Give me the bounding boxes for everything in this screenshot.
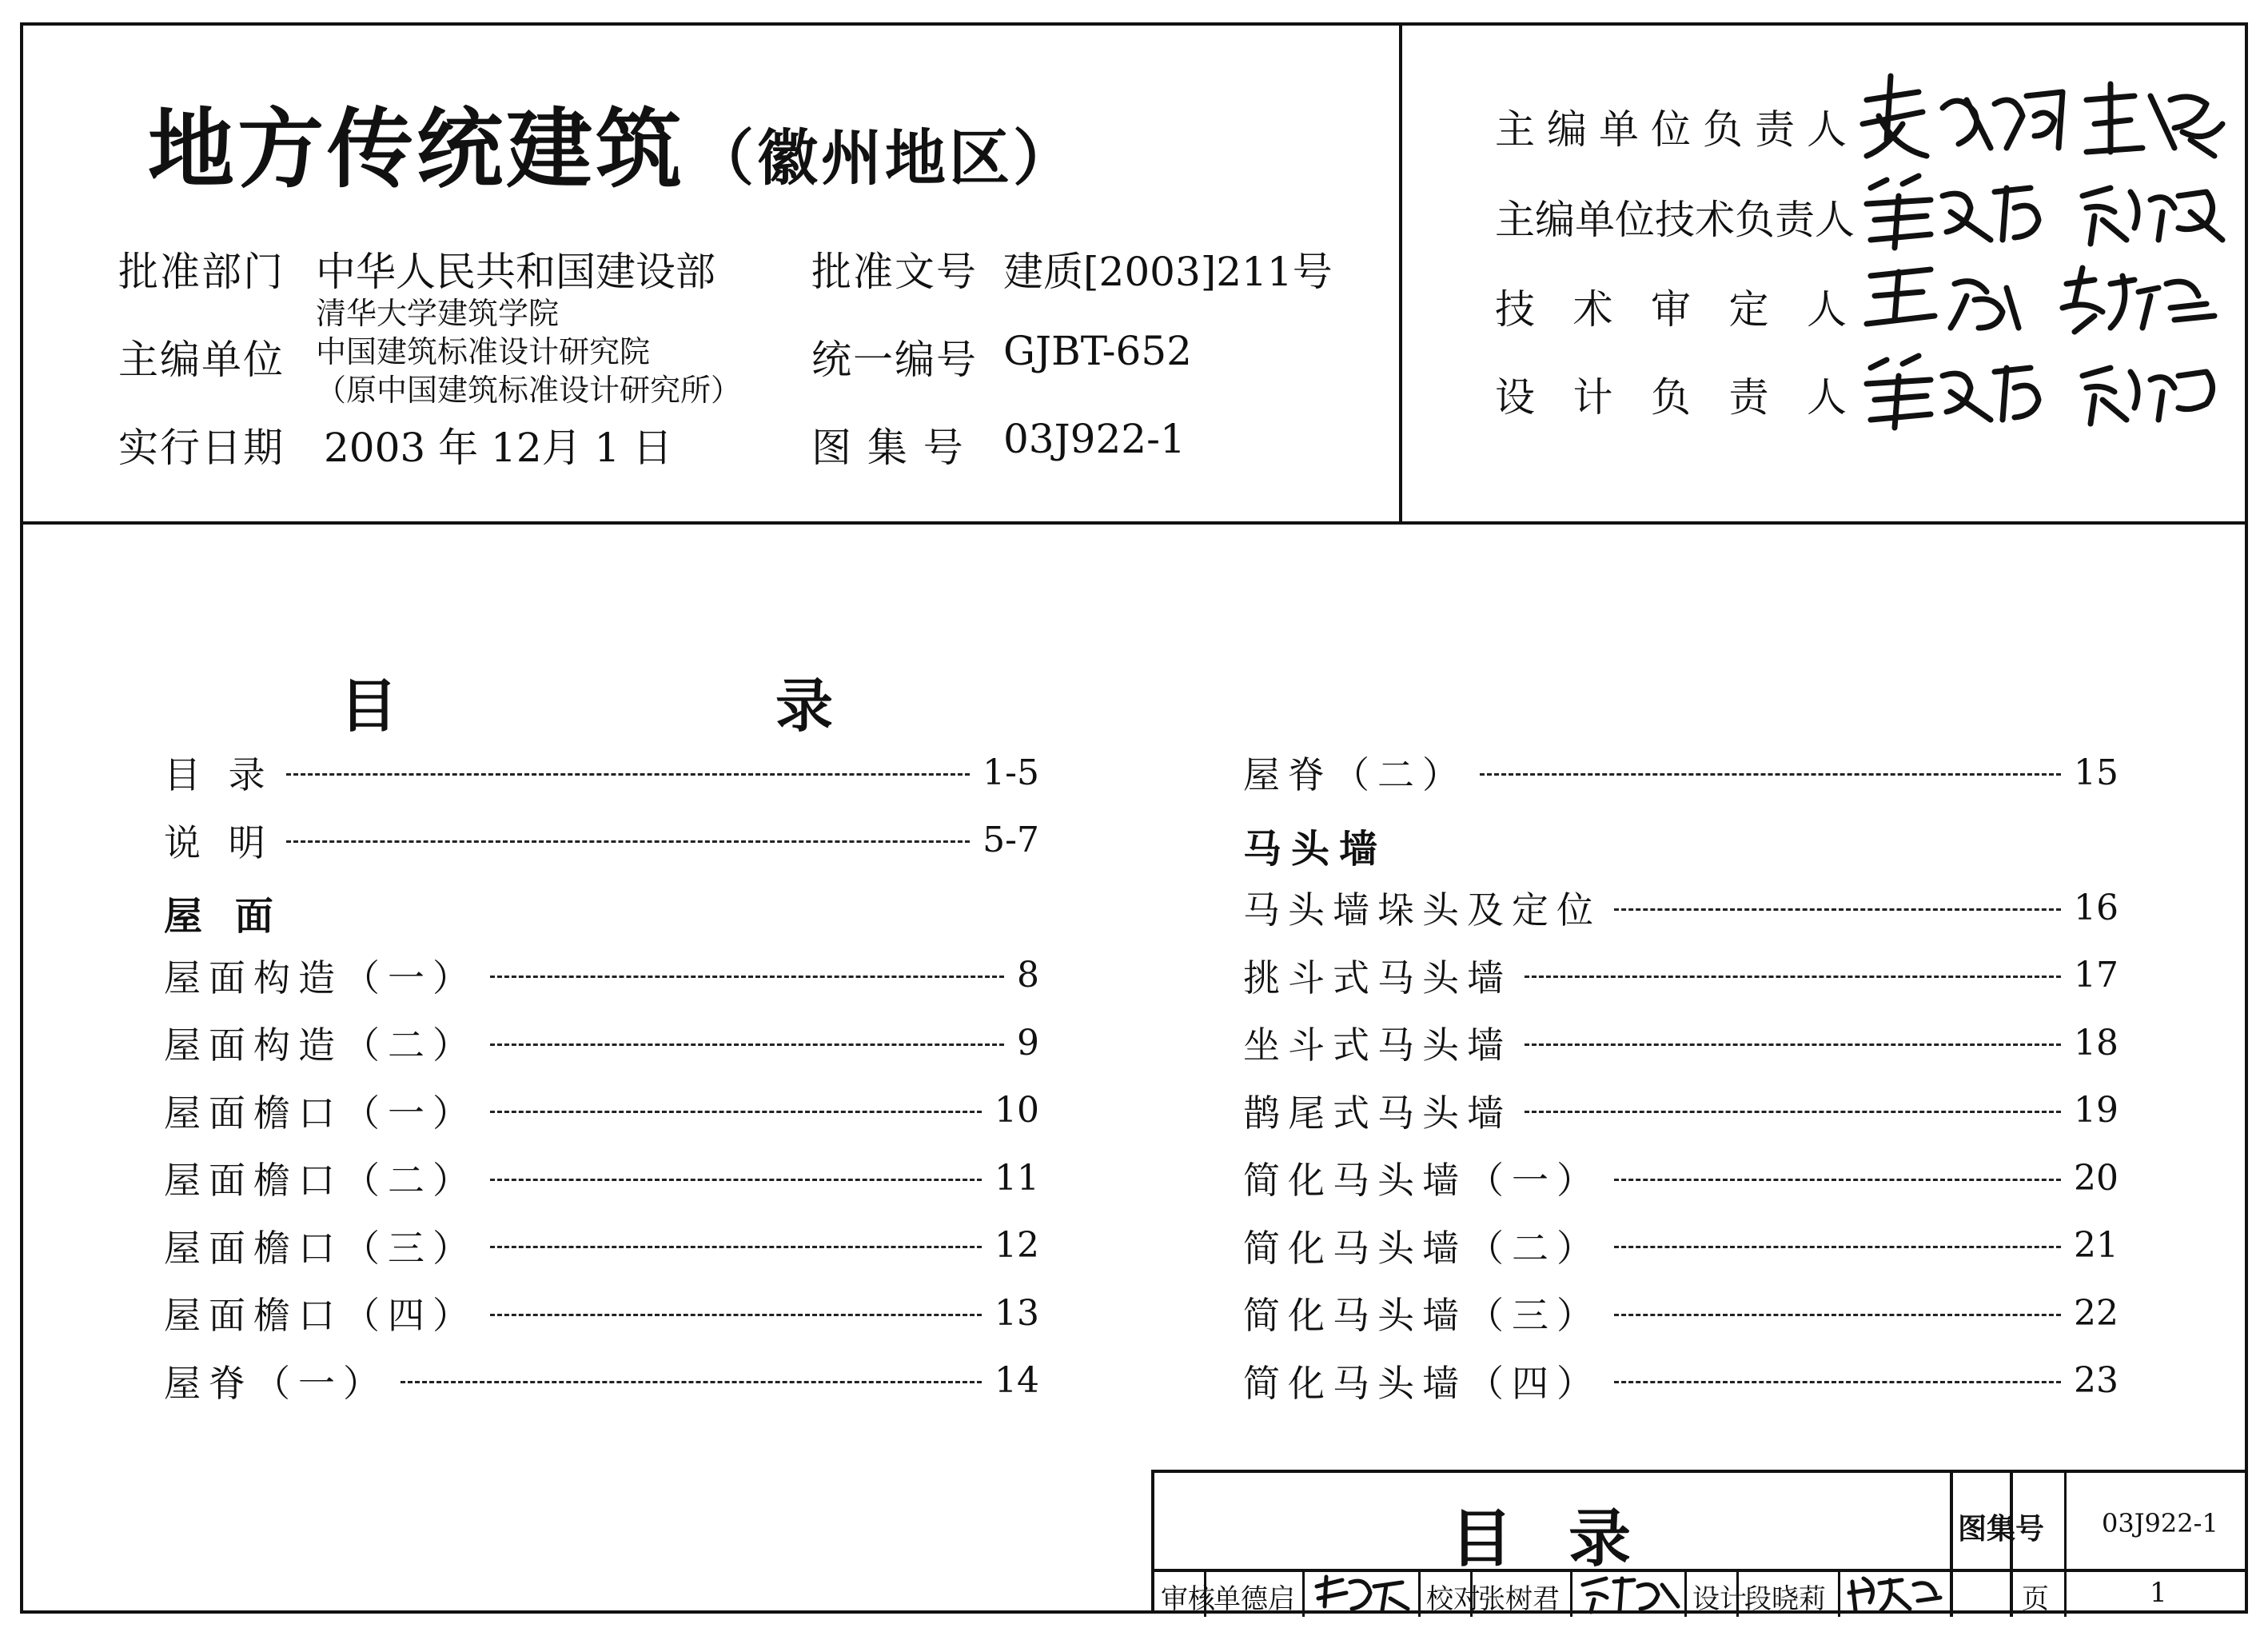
responsible-label-char: 人 [1807, 106, 1847, 153]
toc-entry-title: 屋脊（二） [1243, 753, 1467, 796]
toc-entry[interactable] [1243, 744, 2119, 801]
toc-entry-title: 坐斗式马头墙 [1243, 1023, 1512, 1067]
title-region: （徽州地区） [693, 122, 1078, 194]
responsible-label-char: 责 [1755, 106, 1795, 153]
editor-unit-2: 中国建筑标准设计研究院 [316, 334, 651, 369]
approval-dept-label-text: 批准部门 [118, 249, 285, 295]
toc-entry[interactable] [164, 1352, 1039, 1410]
tb-cell-divider [1302, 1569, 1305, 1617]
toc-entry[interactable] [1243, 1014, 2119, 1071]
toc-entry-page: 5-7 [983, 820, 1039, 860]
toc-leader-line [1614, 1314, 2061, 1316]
toc-entry-page: 16 [2074, 887, 2119, 928]
responsible-label-char: 计 [1572, 374, 1613, 421]
toc-entry-page: 21 [2074, 1225, 2119, 1266]
responsible-label [1495, 277, 1847, 335]
responsible-label-char: 术 [1695, 197, 1735, 243]
approval-dept-value: 中华人民共和国建设部 [316, 249, 715, 295]
responsible-label-char: 位 [1651, 106, 1691, 153]
tb-designer: 段晓莉 [1744, 1583, 1826, 1615]
toc-leader-line [490, 976, 1004, 978]
responsible-label-char: 单 [1599, 106, 1639, 153]
toc-leader-line [1614, 1179, 2061, 1181]
toc-entry-page: 12 [994, 1225, 1039, 1266]
signature-chief-unit [1855, 68, 2230, 164]
toc-leader-line [286, 840, 971, 843]
tb-review-label: 审核 [1161, 1583, 1215, 1615]
toc-entry-title: 屋面檐口（二） [164, 1159, 477, 1202]
responsible-label-char: 设 [1495, 374, 1535, 421]
responsible-label-char: 定 [1728, 286, 1769, 333]
toc-leader-line [1525, 1111, 2061, 1113]
toc-entry[interactable] [164, 1149, 1039, 1207]
toc-entry-page: 19 [2074, 1090, 2119, 1131]
responsible-label-char: 单 [1575, 197, 1615, 243]
toc-leader-line [490, 1043, 1004, 1046]
toc-entry-page: 15 [2074, 752, 2119, 793]
toc-entry-title: 挑斗式马头墙 [1243, 956, 1512, 1000]
tb-col-divider-1 [1950, 1473, 1953, 1617]
tb-atlas-no: 03J922-1 [2102, 1508, 2218, 1538]
toc-entry[interactable] [164, 1284, 1039, 1342]
responsible-label-char: 负 [1735, 197, 1775, 243]
effective-date-label-text: 实行日期 [118, 425, 285, 471]
toc-entry[interactable] [1243, 1149, 2119, 1207]
signature-tech-review [1855, 252, 2230, 340]
toc-entry-title: 简化马头墙（一） [1243, 1159, 1601, 1202]
toc-entry-page: 13 [994, 1292, 1039, 1334]
toc-leader-line [490, 1179, 982, 1181]
tb-cell-divider [1838, 1569, 1840, 1617]
responsible-label [1495, 188, 1855, 245]
toc-section-heading: 屋 面 [164, 894, 283, 939]
atlas-no-label-text: 图 集 号 [811, 425, 965, 471]
toc-leader-line [1614, 908, 2061, 911]
toc-leader-line [1614, 1246, 2061, 1248]
tb-check-label: 校对 [1426, 1583, 1481, 1615]
toc-entry[interactable] [164, 1014, 1039, 1071]
toc-entry-page: 11 [994, 1157, 1039, 1199]
toc-leader-line [490, 1111, 982, 1113]
approval-dept-label [118, 240, 285, 297]
toc-entry[interactable] [164, 812, 1039, 869]
tb-drawing-title: 目录 [1450, 1503, 1688, 1575]
toc-entry-title: 屋面檐口（四） [164, 1294, 477, 1337]
atlas-no-label [811, 416, 965, 473]
toc-section-heading: 马头墙 [1243, 826, 1388, 872]
toc-entry-page: 1-5 [983, 752, 1039, 793]
toc-leader-line [490, 1246, 982, 1248]
responsible-label-char: 人 [1807, 286, 1847, 333]
responsible-label-char: 审 [1651, 286, 1691, 333]
tb-col-divider-3 [2064, 1473, 2067, 1617]
toc-entry[interactable] [164, 744, 1039, 801]
tb-reviewer: 单德启 [1214, 1583, 1295, 1615]
tb-designer-signature [1846, 1570, 1946, 1622]
toc-entry-page: 9 [1017, 1022, 1039, 1063]
toc-entry-title: 屋面檐口（三） [164, 1226, 477, 1270]
toc-leader-line [1480, 773, 2061, 776]
tb-page-label: 页 [2022, 1583, 2049, 1615]
tb-checker-signature [1578, 1570, 1682, 1622]
responsible-label-char: 技 [1655, 197, 1695, 243]
toc-entry-title: 屋脊（一） [164, 1361, 388, 1405]
approval-doc-label-text: 批准文号 [811, 249, 978, 295]
toc-entry-page: 14 [994, 1360, 1039, 1401]
responsible-label-char: 编 [1547, 106, 1587, 153]
tb-reviewer-signature [1310, 1570, 1414, 1622]
responsible-label-char: 术 [1572, 286, 1613, 333]
tb-atlas-label: 图集号 [1958, 1512, 2045, 1546]
editor-unit-label-text: 主编单位 [118, 337, 285, 383]
tb-design-label: 设计 [1692, 1583, 1747, 1615]
toc-entry-title: 简化马头墙（二） [1243, 1226, 1601, 1270]
editor-unit-label [118, 328, 285, 385]
approval-doc-label [811, 240, 978, 297]
responsible-label-char: 负 [1703, 106, 1743, 153]
toc-entry-title: 简化马头墙（四） [1243, 1361, 1601, 1405]
toc-entry-title: 简化马头墙（三） [1243, 1294, 1601, 1337]
approval-doc-value: 建质[2003]211号 [1003, 249, 1333, 295]
tb-checker: 张树君 [1478, 1583, 1560, 1615]
responsible-label-char: 主 [1495, 106, 1535, 153]
header-divider [20, 521, 2248, 525]
toc-heading-right: 录 [775, 672, 834, 740]
atlas-no-value: 03J922-1 [1003, 416, 1186, 462]
title-block [1151, 1470, 2248, 1614]
effective-date-label [118, 416, 285, 473]
toc-entry-title: 马头墙垛头及定位 [1243, 888, 1601, 932]
toc-heading-left: 目 [340, 672, 398, 740]
toc-entry-page: 23 [2074, 1360, 2119, 1401]
responsible-label-char: 编 [1535, 197, 1575, 243]
editor-unit-1: 清华大学建筑学院 [316, 296, 560, 331]
toc-entry[interactable] [1243, 947, 2119, 1004]
toc-leader-line [1525, 976, 2061, 978]
toc-leader-line [1525, 1043, 2061, 1046]
effective-date-value: 2003 年 12月 1 日 [324, 425, 673, 471]
responsible-label-char: 负 [1651, 374, 1691, 421]
title-main: 地方传统建筑 [148, 100, 686, 200]
responsible-label-char: 责 [1775, 197, 1815, 243]
header-vertical-divider [1399, 22, 1402, 523]
toc-entry[interactable] [164, 1217, 1039, 1275]
toc-entry-title: 目 录 [164, 753, 273, 796]
signature-design-chief [1855, 344, 2230, 432]
toc-leader-line [1614, 1381, 2061, 1383]
toc-entry-page: 10 [994, 1090, 1039, 1131]
toc-entry-page: 8 [1017, 955, 1039, 996]
unified-no-label [811, 328, 978, 385]
responsible-label [1495, 365, 1847, 423]
page-title [148, 80, 1077, 204]
tb-cell-divider [1418, 1569, 1421, 1617]
toc-leader-line [401, 1381, 982, 1383]
responsible-label-char: 人 [1815, 197, 1855, 243]
toc-entry-page: 22 [2074, 1292, 2119, 1334]
responsible-label [1495, 98, 1847, 155]
toc-entry-title: 鹊尾式马头墙 [1243, 1091, 1512, 1135]
responsible-label-char: 主 [1495, 197, 1535, 243]
toc-entry[interactable] [1243, 1217, 2119, 1275]
toc-entry[interactable] [1243, 1352, 2119, 1410]
responsible-label-char: 责 [1728, 374, 1769, 421]
responsible-label-char: 位 [1615, 197, 1655, 243]
toc-entry-title: 屋面檐口（一） [164, 1091, 477, 1135]
unified-no-label-text: 统一编号 [811, 337, 978, 383]
toc-entry-page: 17 [2074, 955, 2119, 996]
toc-entry[interactable] [1243, 1082, 2119, 1139]
toc-entry-page: 18 [2074, 1022, 2119, 1063]
toc-leader-line [286, 773, 971, 776]
tb-page-no: 1 [2150, 1577, 2167, 1609]
toc-entry[interactable] [1243, 879, 2119, 936]
toc-entry[interactable] [164, 1082, 1039, 1139]
responsible-label-char: 技 [1495, 286, 1535, 333]
toc-entry-title: 说 明 [164, 820, 273, 864]
toc-leader-line [490, 1314, 982, 1316]
toc-entry-title: 屋面构造（二） [164, 1023, 477, 1067]
toc-entry-title: 屋面构造（一） [164, 956, 477, 1000]
unified-no-value: GJBT-652 [1003, 328, 1192, 374]
toc-entry[interactable] [164, 947, 1039, 1004]
toc-entry[interactable] [1243, 1284, 2119, 1342]
responsible-label-char: 人 [1807, 374, 1847, 421]
editor-unit-3: （原中国建筑标准设计研究所） [316, 373, 742, 408]
signature-tech-chief [1855, 164, 2230, 252]
toc-entry-page: 20 [2074, 1157, 2119, 1199]
